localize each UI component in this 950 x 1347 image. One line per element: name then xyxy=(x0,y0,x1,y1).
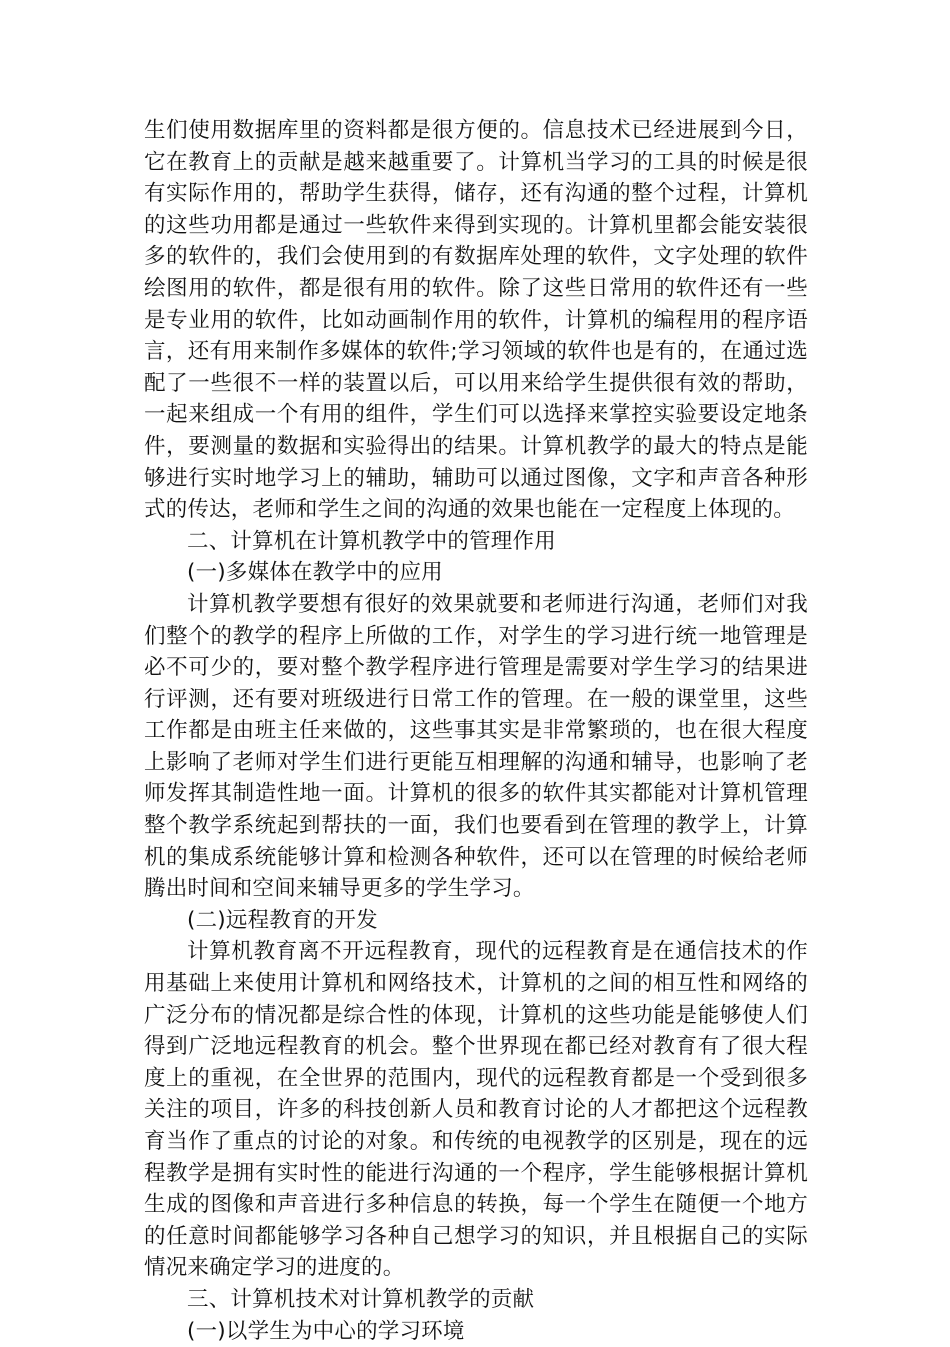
section-heading-3: 三、计算机技术对计算机教学的贡献 xyxy=(187,1286,535,1312)
body-paragraph-1: 生们使用数据库里的资料都是很方便的。信息技术已经进展到今日，它在教育上的贡献是越来越重要了。计算机当学习的工具的时候是很有实际作用的，帮助学生获得，储存，还有沟通的整个过程，计算机的这些功用都是通过一些软件来得到实现的。计算机里都会能安装很多的软件的，我们会使用到的有数据库处理的软件，文字处理的软件绘图用的软件，都是很有用的软件。除了这些日常用的软件还有一些是专业用的软件，比如动画制作用的软件，计算机的编程用的程序语言，还有用来制作多媒体的软件;学习领域的软件也是有的，在通过选配了一些很不一样的装置以后，可以用来给学生提供很有效的帮助，一起来组成一个有用的组件，学生们可以选择来掌控实验要设定地条件，要测量的数据和实验得出的结果。计算机教学的最大的特点是能够进行实时地学习上的辅助，辅助可以通过图像，文字和声音各种形式的传达，老师和学生之间的沟通的效果也能在一定程度上体现的。 xyxy=(144,118,808,523)
subsection-heading-2-1: (一)多媒体在教学中的应用 xyxy=(187,560,443,586)
subsection-heading-3-1: (一)以学生为中心的学习环境 xyxy=(187,1318,465,1344)
body-paragraph-3: 计算机教育离不开远程教育，现代的远程教育是在通信技术的作用基础上来使用计算机和网络技术，计算机的之间的相互性和网络的广泛分布的情况都是综合性的体现，计算机的这些功能是能够使人们得到广泛地远程教育的机会。整个世界现在都已经对教育有了很大程度上的重视，在全世界的范围内，现代的远程教育都是一个受到很多关注的项目，许多的科技创新人员和教育讨论的人才都把这个远程教育当作了重点的讨论的对象。和传统的电视教学的区别是，现在的远程教学是拥有实时性的能进行沟通的一个程序，学生能够根据计算机生成的图像和声音进行多种信息的转换，每一个学生在随便一个地方的任意时间都能够学习各种自己想学习的知识，并且根据自己的实际情况来确定学习的进度的。 xyxy=(144,939,808,1281)
section-heading-2: 二、计算机在计算机教学中的管理作用 xyxy=(187,528,556,554)
body-paragraph-2: 计算机教学要想有很好的效果就要和老师进行沟通，老师们对我们整个的教学的程序上所做的工作，对学生的学习进行统一地管理是必不可少的，要对整个教学程序进行管理是需要对学生学习的结果进行评测，还有要对班级进行日常工作的管理。在一般的课堂里，这些工作都是由班主任来做的，这些事其实是非常繁琐的，也在很大程度上影响了老师对学生们进行更能互相理解的沟通和辅导，也影响了老师发挥其制造性地一面。计算机的很多的软件其实都能对计算机管理整个教学系统起到帮扶的一面，我们也要看到在管理的教学上，计算机的集成系统能够计算和检测各种软件，还可以在管理的时候给老师腾出时间和空间来辅导更多的学生学习。 xyxy=(144,591,808,902)
subsection-heading-2-2: (二)远程教育的开发 xyxy=(187,907,378,933)
document-body xyxy=(144,115,808,1347)
